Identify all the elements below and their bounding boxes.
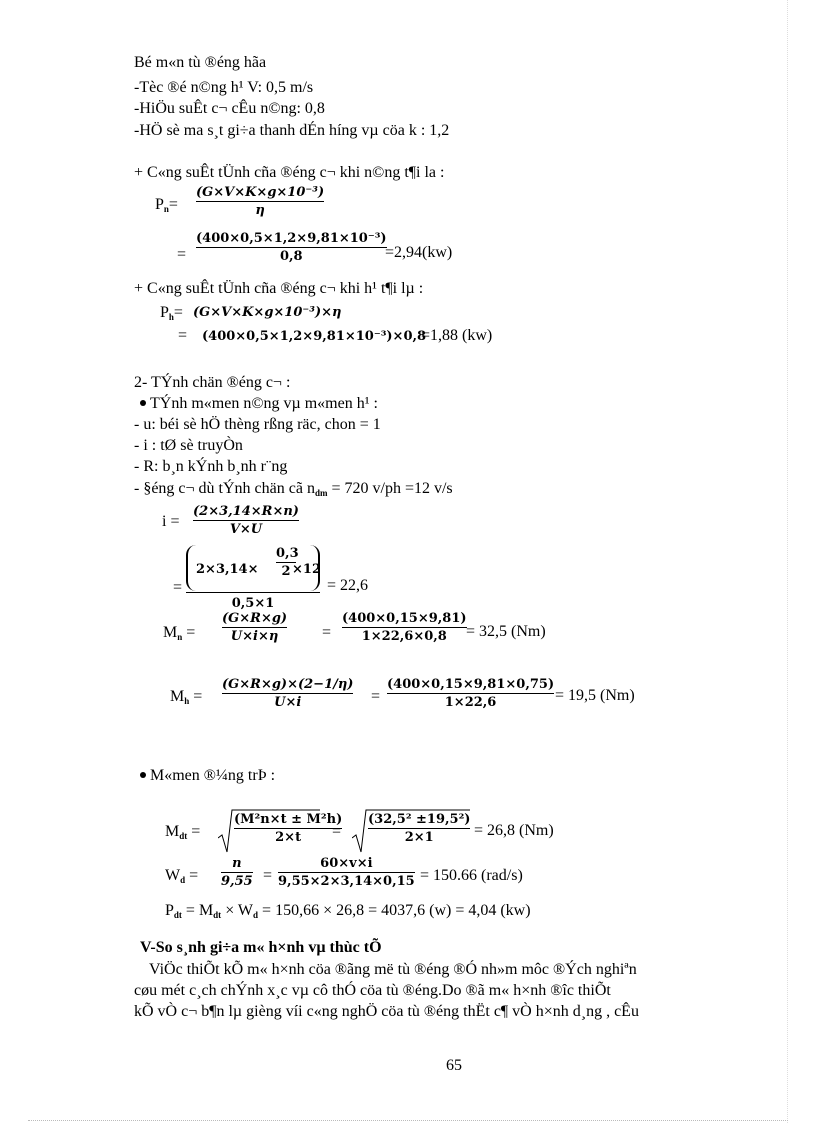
- paragraph-line: kÕ vÒ c¬ b¶n lµ gièng víi c«ng nghÖ cöa tù ®éng thËt c¶ vÒ h×nh d¸ng , cÊu: [134, 1003, 639, 1020]
- formula-result: = 19,5 (Nm): [555, 687, 635, 704]
- doc-line: + C«ng suÊt tÜnh cña ®éng c¬ khi h¹ t¶i lµ :: [134, 280, 424, 297]
- doc-line: - u: béi sè hÖ thèng rßng räc, chon = 1: [134, 416, 381, 433]
- formula-fraction: (G×R×g)×(2−1/η) U×i: [222, 677, 354, 710]
- formula-label: $P_n=$: [155, 196, 178, 214]
- doc-line: -HÖ sè ma s¸t gi÷a thanh dÉn híng vµ cöa k : 1,2: [134, 122, 450, 139]
- formula-fraction: (M²n×t ± M²h) 2×t: [234, 812, 343, 845]
- formula-label: $W_d$ =: [165, 867, 199, 885]
- formula-label: $P_h=$: [160, 304, 183, 322]
- formula-fraction: (400×0,15×9,81×0,75) 1×22,6: [387, 677, 555, 710]
- formula-fraction: (400×0,15×9,81) 1×22,6×0,8: [342, 611, 467, 644]
- page-number: 65: [446, 1057, 462, 1074]
- bullet-icon: [140, 772, 146, 778]
- doc-line: + C«ng suÊt tÜnh cña ®éng c¬ khi n©ng t¶i la :: [134, 164, 445, 181]
- doc-line: -Tèc ®é n©ng h¹ V: 0,5 m/s: [134, 79, 314, 96]
- formula-label: $M_{dt}$ =: [165, 823, 201, 841]
- formula-result: = 22,6: [327, 577, 369, 594]
- formula-result: = 150.66 (rad/s): [420, 867, 523, 884]
- formula-equals: =: [322, 624, 332, 641]
- doc-line: -HiÖu suÊt c¬ cÊu n©ng: 0,8: [134, 100, 325, 117]
- doc-line: - §éng c¬ dù tÝnh chän cã $n_{dm} = 720$ v/ph =12 v/s: [134, 480, 453, 498]
- formula-result: =1,88 (kw): [421, 327, 493, 344]
- page-edge-bottom: [28, 1120, 788, 1121]
- formula-label: $M_n$ =: [163, 624, 196, 642]
- section-heading: V-So s¸nh gi÷a m« h×nh vµ thùc tÕ: [140, 939, 382, 956]
- page-edge-right: [787, 0, 788, 1123]
- formula-result: = 32,5 (Nm): [466, 623, 546, 640]
- doc-line: Bé m«n tù ®éng hãa: [134, 54, 267, 71]
- paragraph-line: cøu mét c¸ch chÝnh x¸c vµ cô thÓ cöa tù ®éng.Do ®ã m« h×nh ®îc thiÕt: [134, 982, 611, 999]
- doc-line: M«men ®¼ng trÞ :: [140, 768, 275, 784]
- formula-fraction: (G×V×K×g×10⁻³) η: [196, 185, 325, 218]
- formula-equals: =: [178, 327, 188, 344]
- paragraph-line: ViÖc thiÕt kÕ m« h×nh cöa ®ãng më tù ®éng ®Ó nh»m môc ®Ých nghiªn: [149, 961, 637, 978]
- doc-line: TÝnh m«men n©ng vµ m«men h¹ :: [140, 396, 378, 412]
- formula-label: i =: [162, 513, 180, 530]
- formula-fraction: (2×3,14×R×n) V×U: [193, 504, 299, 537]
- formula-expression: (G×V×K×g×10⁻³)×η: [193, 305, 342, 320]
- formula-fraction: 2×3,14× 0,3 2 ×12 0,5×1: [186, 545, 320, 611]
- formula-result: =2,94(kw): [385, 244, 453, 261]
- formula-equals: =: [177, 246, 187, 263]
- doc-line: - i : tØ sè truyÒn: [134, 437, 243, 454]
- formula-expression: (400×0,5×1,2×9,81×10⁻³)×0,8: [202, 329, 427, 344]
- formula-fraction: n 9,55: [221, 856, 253, 889]
- formula-equals: =: [332, 823, 342, 840]
- formula-line: $P_{dt} = M_{dt} \times W_d = 150,66 \times 26,8 = 4037,6$ (w) = 4,04 (kw): [165, 902, 531, 920]
- formula-fraction: 60×v×i 9,55×2×3,14×0,15: [278, 856, 415, 889]
- formula-fraction: (32,5² ±19,5²) 2×1: [368, 812, 471, 845]
- formula-equals: =: [173, 579, 183, 596]
- formula-equals: =: [263, 867, 273, 884]
- formula-fraction: (400×0,5×1,2×9,81×10⁻³) 0,8: [196, 231, 387, 264]
- formula-fraction: (G×R×g) U×i×η: [222, 611, 288, 644]
- bullet-icon: [140, 400, 146, 406]
- doc-line: 2- TÝnh chän ®éng c¬ :: [134, 374, 291, 391]
- formula-label: $M_h$ =: [170, 688, 203, 706]
- formula-equals: =: [371, 688, 381, 705]
- formula-result: = 26,8 (Nm): [474, 822, 554, 839]
- doc-line: - R: b¸n kÝnh b¸nh r¨ng: [134, 458, 288, 475]
